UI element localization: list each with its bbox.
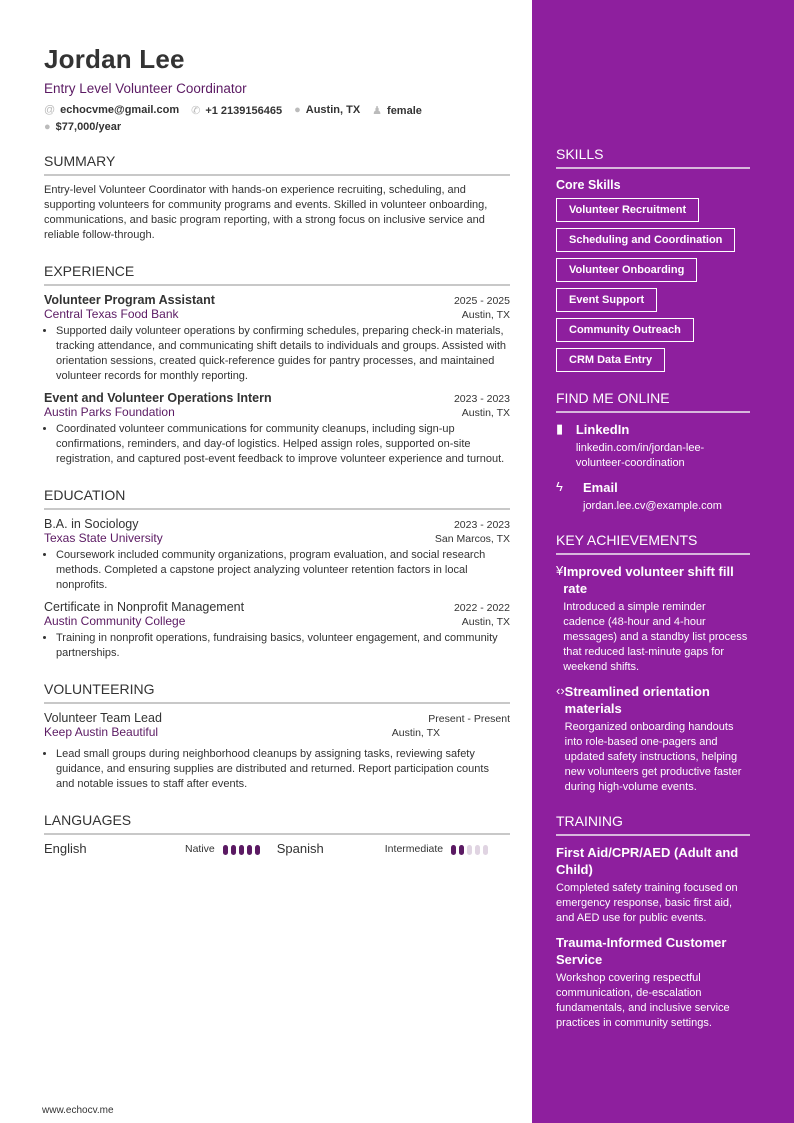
item-title: Volunteer Team Lead [44, 711, 162, 725]
at-icon: @ [44, 104, 56, 116]
item-org: Austin Parks Foundation [44, 405, 175, 419]
achievement-text: Introduced a simple reminder cadence (48-hour and 4-hour messages) and a standby list process that reduced last-minute gaps for weekend shifts. [563, 601, 748, 673]
money-icon: ● [44, 121, 51, 133]
name: Jordan Lee [44, 44, 185, 74]
training-title: Trauma-Informed Customer Service [556, 935, 727, 967]
item-location: Austin, TX [461, 616, 510, 628]
rating-dot [239, 845, 244, 855]
item-dates: Present - Present [428, 713, 510, 725]
location-icon: ● [294, 104, 301, 116]
item-org: Texas State University [44, 531, 163, 545]
item-title: Event and Volunteer Operations Intern [44, 391, 272, 405]
location: Austin, TX [305, 104, 361, 116]
item-bullet: • Coursework included community organizations, program evaluation, and social research methods. Completed a capstone project analyzing volunteer retention factors in local nonprofits. [56, 548, 510, 593]
item-title: Volunteer Program Assistant [44, 293, 215, 307]
item-org: Austin Community College [44, 614, 186, 628]
bolt-icon: ϟ [556, 479, 563, 494]
education-item [44, 600, 510, 661]
online-label: Email [583, 480, 618, 495]
language-level: Intermediate [384, 842, 444, 855]
email[interactable]: echocvme@gmail.com [60, 104, 180, 116]
online-heading: FIND ME ONLINE [556, 390, 750, 413]
rating-dot [483, 845, 488, 855]
achievement-title: Streamlined orientation materials [564, 684, 710, 716]
gender: female [387, 105, 422, 117]
phone[interactable]: +1 2139156465 [205, 105, 283, 117]
language-rating [223, 841, 263, 856]
rating-dot [255, 845, 260, 855]
achievement-item [556, 683, 750, 795]
item-bullet: • Coordinated volunteer communications for community cleanups, including sign-up confirmations, reminders, and day-of logistics. Helped assign roles, supported on-site registration, and captured post-event feedback to improve volunteer experience and turnout. [56, 422, 510, 467]
languages-list [44, 841, 510, 856]
languages-heading: LANGUAGES [44, 812, 510, 835]
file-icon: ▮ [556, 421, 564, 436]
rating-dot [247, 845, 252, 855]
language-level: Native [185, 842, 215, 855]
item-dates: 2022 - 2022 [453, 602, 510, 614]
online-link[interactable]: linkedin.com/in/jordan-lee-volunteer-coordination [575, 442, 705, 469]
footer-url[interactable]: www.echocv.me [42, 1105, 114, 1116]
item-org: Keep Austin Beautiful [44, 725, 159, 739]
salary: $77,000/year [55, 121, 122, 133]
item-title: Certificate in Nonprofit Management [44, 600, 245, 614]
skill-tag: Event Support [556, 288, 657, 312]
education-heading: EDUCATION [44, 487, 510, 510]
training-text: Completed safety training focused on emergency response, basic first aid, and AED use for public events. [556, 882, 738, 924]
item-bullet: • Supported daily volunteer operations by confirming schedules, preparing check-in materials, tracking attendance, and communicating shift details to individuals and groups. Assisted with orientation sessions, created quick-reference guides for pantry processes, and maintained volunteer records for monthly reporting. [56, 324, 510, 384]
achievement-text: Reorganized onboarding handouts into role-based one-pagers and updated safety instructions, helping new volunteers get productive faster during high-volume events. [564, 721, 742, 793]
summary-text: Entry-level Volunteer Coordinator with hands-on experience recruiting, scheduling, and supporting volunteers for community programs and events. Skilled in volunteer onboarding, communications, and basic program reporting, with a strong focus on inclusive service and reliable follow-through. [44, 184, 488, 241]
phone-icon: ✆ [191, 105, 201, 117]
skill-tag: Scheduling and Coordination [556, 228, 735, 252]
contact-info [44, 104, 464, 133]
skills-subtitle: Core Skills [556, 178, 621, 192]
achievement-title: Improved volunteer shift fill rate [563, 564, 734, 596]
user-icon: ♟ [372, 105, 383, 117]
rating-dot [475, 845, 480, 855]
training-heading: TRAINING [556, 813, 750, 836]
item-bullet: • Training in nonprofit operations, fundraising basics, volunteer engagement, and community partnerships. [56, 631, 510, 661]
volunteering-heading: VOLUNTEERING [44, 681, 510, 704]
item-dates: 2025 - 2025 [453, 295, 510, 307]
training-item [556, 934, 750, 1031]
skills-heading: SKILLS [556, 146, 750, 169]
skill-tag: Community Outreach [556, 318, 694, 342]
language-rating [451, 841, 491, 856]
rating-dot [231, 845, 236, 855]
item-dates: 2023 - 2023 [453, 519, 510, 531]
rating-dot [451, 845, 456, 855]
item-dates: 2023 - 2023 [453, 393, 510, 405]
item-bullet: • Lead small groups during neighborhood cleanups by assigning tasks, reviewing safety guidance, and ensuring supplies are distributed and returned. Report participation counts and notable issues to staff after events. [56, 747, 510, 792]
summary-heading: SUMMARY [44, 153, 510, 176]
achievements-heading: KEY ACHIEVEMENTS [556, 532, 750, 555]
code-icon: ‹› [556, 683, 565, 698]
online-label: LinkedIn [575, 422, 630, 437]
online-item [556, 479, 750, 514]
yen-icon: ¥ [556, 563, 564, 578]
item-title: B.A. in Sociology [44, 517, 139, 531]
online-link[interactable]: jordan.lee.cv@example.com [583, 500, 722, 512]
experience-item [44, 293, 510, 384]
item-location: Austin, TX [461, 309, 510, 321]
training-title: First Aid/CPR/AED (Adult and Child) [556, 845, 739, 877]
experience-list [44, 293, 510, 467]
achievement-item [556, 563, 750, 675]
item-org: Central Texas Food Bank [44, 307, 179, 321]
job-title: Entry Level Volunteer Coordinator [44, 81, 247, 96]
experience-heading: EXPERIENCE [44, 263, 510, 286]
experience-item [44, 391, 510, 467]
online-item [556, 421, 750, 471]
skill-tags [556, 192, 750, 372]
language-name: Spanish [276, 841, 324, 856]
skill-tag: CRM Data Entry [556, 348, 665, 372]
rating-dot [223, 845, 228, 855]
training-item [556, 844, 750, 926]
rating-dot [467, 845, 472, 855]
item-location: San Marcos, TX [434, 533, 510, 545]
rating-dot [459, 845, 464, 855]
volunteering-item [44, 711, 510, 792]
item-location: Austin, TX [461, 407, 510, 419]
main-column [44, 44, 510, 856]
sidebar [532, 0, 794, 1123]
language-name: English [44, 841, 87, 856]
item-location: Austin, TX [391, 727, 440, 739]
education-item [44, 517, 510, 593]
skill-tag: Volunteer Recruitment [556, 198, 699, 222]
training-text: Workshop covering respectful communication, de-escalation fundamentals, and inclusive service practices in community settings. [556, 972, 730, 1029]
skill-tag: Volunteer Onboarding [556, 258, 697, 282]
